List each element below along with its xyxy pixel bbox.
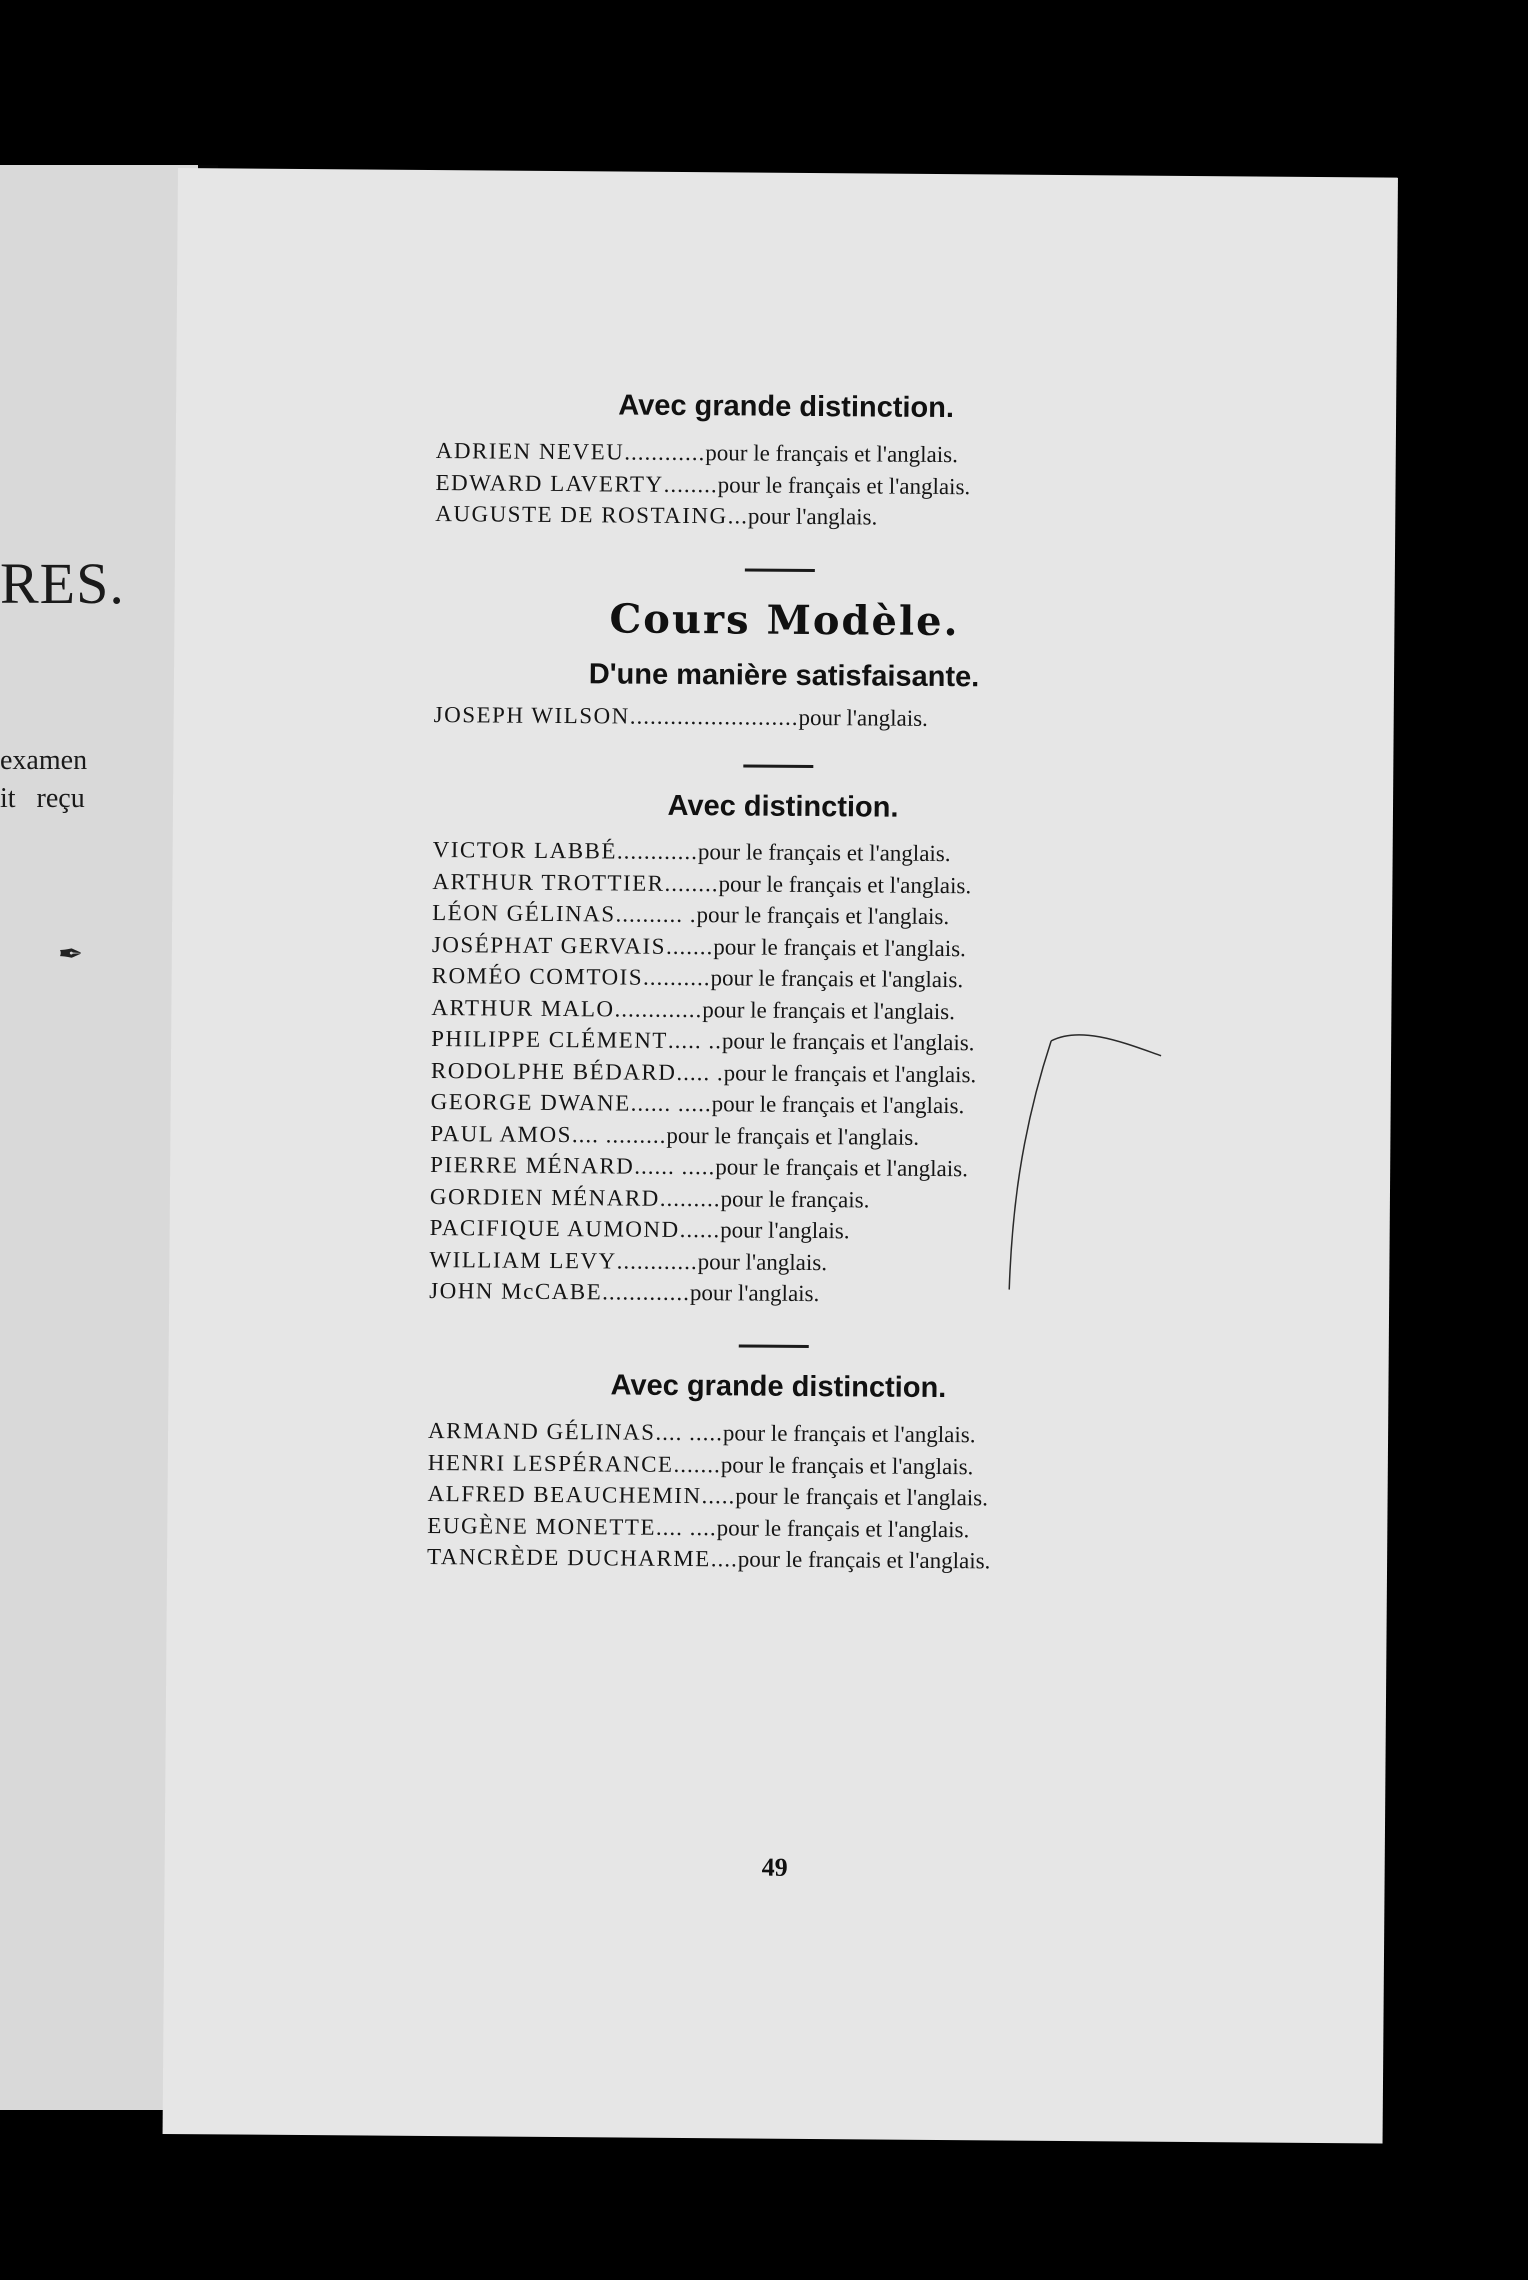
student-name: LÉON GÉLINAS (432, 900, 616, 927)
leader-dots: ..... . (676, 1059, 724, 1085)
list-item (432, 963, 978, 999)
list-item (432, 869, 978, 905)
language-text: pour le français et l'anglais. (718, 870, 972, 898)
leader-dots: ..... .. (667, 1027, 723, 1054)
student-name: ARMAND GÉLINAS (427, 1418, 656, 1445)
entry-list-section-3 (427, 1418, 992, 1580)
leader-dots: ..... (701, 1483, 736, 1509)
leader-dots: ............ (624, 439, 706, 466)
language-text: pour le français et l'anglais. (702, 996, 955, 1024)
list-item (429, 1278, 975, 1314)
language-text: pour l'anglais. (747, 503, 878, 530)
list-item (431, 1089, 977, 1125)
leader-dots: ........ (664, 870, 719, 896)
leader-dots: ............ (616, 838, 699, 865)
language-text: pour le français et l'anglais. (666, 1122, 920, 1150)
student-name: ADRIEN NEVEU (435, 438, 625, 465)
leader-dots: .......... (642, 964, 711, 991)
student-name: GORDIEN MÉNARD (429, 1183, 660, 1211)
student-name: PAUL AMOS (430, 1120, 573, 1147)
student-name: ARTHUR TROTTIER (432, 868, 665, 896)
leader-dots: ....... (665, 933, 714, 959)
language-text: pour le français et l'anglais. (696, 902, 950, 930)
list-item (428, 1418, 992, 1454)
student-name: PACIFIQUE AUMOND (429, 1215, 680, 1242)
leader-dots: ...... ..... (630, 1090, 712, 1117)
leader-dots: ......................... (629, 703, 799, 730)
language-text: pour le français et l'anglais. (715, 1154, 968, 1182)
language-text: pour le français et l'anglais. (723, 1059, 977, 1087)
student-name: RODOLPHE BÉDARD (430, 1057, 677, 1085)
entry-list-cours-modele (434, 702, 928, 737)
leader-dots: ...... ..... (634, 1153, 716, 1180)
entry-list-section-1 (435, 438, 970, 537)
language-text: pour l'anglais. (689, 1280, 820, 1307)
list-item (427, 1544, 991, 1580)
student-name: GEORGE DWANE (430, 1089, 631, 1116)
list-item (431, 1058, 977, 1094)
entry-list-section-2 (429, 837, 978, 1314)
leader-dots: .... ..... (655, 1419, 724, 1446)
list-item (435, 470, 970, 506)
student-name: PIERRE MÉNARD (430, 1152, 635, 1179)
leader-dots: ......... (659, 1185, 721, 1211)
left-page-text-line: it reçu (0, 783, 85, 814)
student-name: EDWARD LAVERTY (435, 469, 664, 497)
language-text: pour le français et l'anglais. (721, 1028, 975, 1056)
list-item (430, 1121, 976, 1157)
list-item (432, 932, 978, 968)
leader-dots: ........ (663, 471, 718, 497)
list-item (433, 837, 979, 873)
list-item (430, 1215, 976, 1251)
section-heading-grande-distinction: Avec grande distinction. (610, 1369, 947, 1405)
student-name: JOSEPH WILSON (433, 702, 630, 729)
page-title: Cours Modèle. (609, 595, 960, 646)
language-text: pour le français et l'anglais. (717, 471, 971, 499)
language-text: pour le français et l'anglais. (716, 1514, 970, 1542)
language-text: pour le français et l'anglais. (711, 1091, 965, 1119)
student-name: ARTHUR MALO (431, 994, 615, 1021)
page-content (427, 170, 1138, 1882)
leader-dots: .......... . (615, 901, 697, 928)
language-text: pour le français et l'anglais. (722, 1420, 976, 1448)
language-text: pour l'anglais. (720, 1217, 850, 1244)
student-name: VICTOR LABBÉ (432, 837, 618, 864)
student-name: AUGUSTE DE ROSTAING (435, 501, 728, 529)
list-item (434, 702, 928, 737)
list-item (429, 1247, 975, 1283)
list-item (430, 1152, 976, 1188)
list-item (432, 900, 978, 936)
leader-dots: ............. (614, 995, 703, 1022)
list-item (430, 1184, 976, 1220)
leader-dots: ....... (673, 1451, 721, 1477)
section-heading-grande-distinction: Avec grande distinction. (618, 389, 955, 425)
student-name: TANCRÈDE DUCHARME (427, 1543, 711, 1572)
section-heading-distinction: Avec distinction. (667, 789, 899, 824)
section-divider (739, 1344, 809, 1348)
language-text: pour le français et l'anglais. (735, 1483, 989, 1511)
leader-dots: .... (710, 1546, 738, 1572)
left-page-text-line: examen (0, 745, 88, 776)
page-number: 49 (761, 1852, 788, 1882)
section-divider (745, 568, 815, 572)
student-name: JOHN McCABE (429, 1278, 603, 1305)
leader-dots: ... (727, 503, 749, 529)
list-item (436, 438, 971, 474)
leader-dots: .... ......... (571, 1121, 667, 1148)
student-name: PHILIPPE CLÉMENT (431, 1026, 669, 1053)
list-item (427, 1513, 991, 1549)
leader-dots: ............ (616, 1247, 698, 1274)
leader-dots: .... .... (655, 1514, 717, 1540)
left-page-heading-fragment: RES. (0, 551, 125, 616)
language-text: pour l'anglais. (798, 704, 928, 731)
language-text: pour le français et l'anglais. (710, 965, 964, 993)
student-name: JOSÉPHAT GERVAIS (431, 931, 667, 959)
list-item (435, 501, 970, 537)
student-name: ROMÉO COMTOIS (431, 963, 644, 990)
student-name: HENRI LESPÉRANCE (427, 1449, 674, 1477)
language-text: pour le français et l'anglais. (713, 933, 966, 961)
list-item (431, 1026, 977, 1062)
list-item (428, 1450, 992, 1486)
student-name: WILLIAM LEVY (429, 1246, 617, 1273)
language-text: pour le français et l'anglais. (720, 1451, 974, 1479)
section-subtitle: D'une manière satisfaisante. (588, 658, 980, 694)
language-text: pour le français et l'anglais. (697, 839, 951, 867)
section-divider (743, 764, 813, 768)
leader-dots: ............. (602, 1279, 691, 1306)
language-text: pour le français et l'anglais. (737, 1546, 991, 1574)
language-text: pour le français et l'anglais. (705, 440, 959, 468)
pen-mark-icon: ✒ (58, 937, 84, 972)
right-page (163, 168, 1398, 2144)
student-name: ALFRED BEAUCHEMIN (427, 1481, 702, 1509)
leader-dots: ...... (679, 1216, 721, 1243)
list-item (431, 995, 977, 1031)
pen-stroke (1009, 1034, 1161, 1290)
language-text: pour l'anglais. (697, 1248, 828, 1275)
list-item (427, 1481, 991, 1517)
student-name: EUGÈNE MONETTE (427, 1512, 657, 1540)
language-text: pour le français. (720, 1185, 870, 1212)
